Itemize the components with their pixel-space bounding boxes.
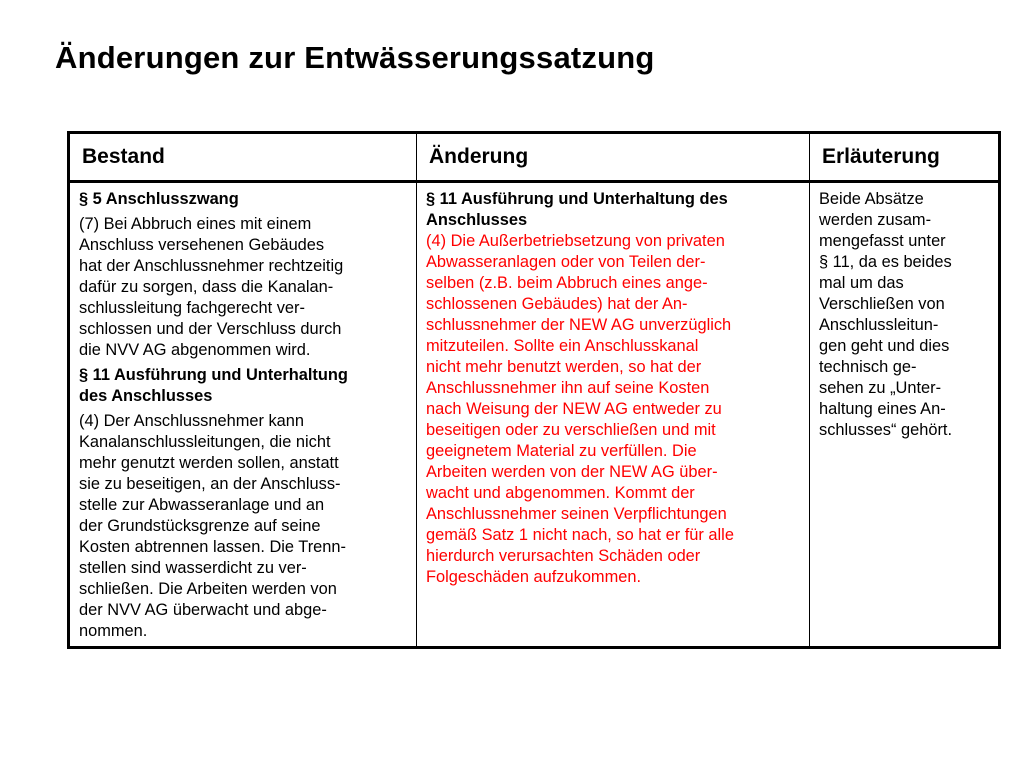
bestand-paragraph-7: (7) Bei Abbruch eines mit einem Anschluss versehenen Gebäudes hat der Anschlussnehmer rechtzeitig dafür zu sorgen, dass die Kanalan- schlussleitung fachgerecht ver- schlossen und der Verschluss durch die NVV AG abgenommen wird. [79, 215, 344, 359]
aenderung-heading: § 11 Ausführung und Unterhaltung des Anschlusses [426, 190, 728, 229]
cell-aenderung [417, 182, 810, 648]
column-header-aenderung: Änderung [417, 133, 810, 182]
cell-bestand [69, 182, 417, 648]
erlaeuterung-text: Beide Absätze werden zusam- mengefasst unter § 11, da es beides mal um das Verschließen von Anschlussleitun- gen geht und dies technisch ge- sehen zu „Unter- haltung eines An- schlusses“ gehört. [819, 190, 953, 439]
cell-erlaeuterung [810, 182, 1000, 648]
comparison-table [67, 131, 1001, 649]
page-title: Änderungen zur Entwässerungssatzung [55, 40, 655, 75]
aenderung-paragraph-4: (4) Die Außerbetriebsetzung von privaten Abwasseranlagen oder von Teilen der- selben (z.B. beim Abbruch eines ange- schlossenen Gebäudes) hat der An- schlussnehmer der NEW AG unverzüglich mitzuteilen. Sollte ein Anschlusskanal nicht mehr benutzt werden, so hat der Anschlussnehmer ihn auf seine Kosten nach Weisung der NEW AG entweder zu beseitigen oder zu verschließen und mit geeignetem Material zu verfüllen. Die Arbeiten werden von der NEW AG über- wacht und abgenommen. Kommt der Anschlussnehmer seinen Verpflichtungen gemäß Satz 1 nicht nach, so hat er für alle hierdurch verursachten Schäden oder Folgeschäden aufzukommen. [426, 232, 734, 586]
table-row [69, 182, 1000, 648]
bestand-paragraph-4: (4) Der Anschlussnehmer kann Kanalanschlussleitungen, die nicht mehr genutzt werden sollen, anstatt sie zu beseitigen, an der Anschluss- stelle zur Abwasseranlage und an der Grundstücksgrenze auf seine Kosten abtrennen lassen. Die Trenn- stellen sind wasserdicht zu ver- schließen. Die Arbeiten werden von der NVV AG überwacht und abge- nommen. [79, 412, 346, 640]
table-body [69, 182, 1000, 648]
bestand-heading-ausfuehrung: § 11 Ausführung und Unterhaltung des Anschlusses [79, 366, 348, 405]
column-header-erlaeuterung: Erläuterung [810, 133, 1000, 182]
aenderung-content [426, 189, 799, 588]
table-header [69, 133, 1000, 182]
bestand-heading-anschlusszwang: § 5 Anschlusszwang [79, 190, 239, 208]
table-header-row [69, 133, 1000, 182]
column-header-bestand: Bestand [69, 133, 417, 182]
